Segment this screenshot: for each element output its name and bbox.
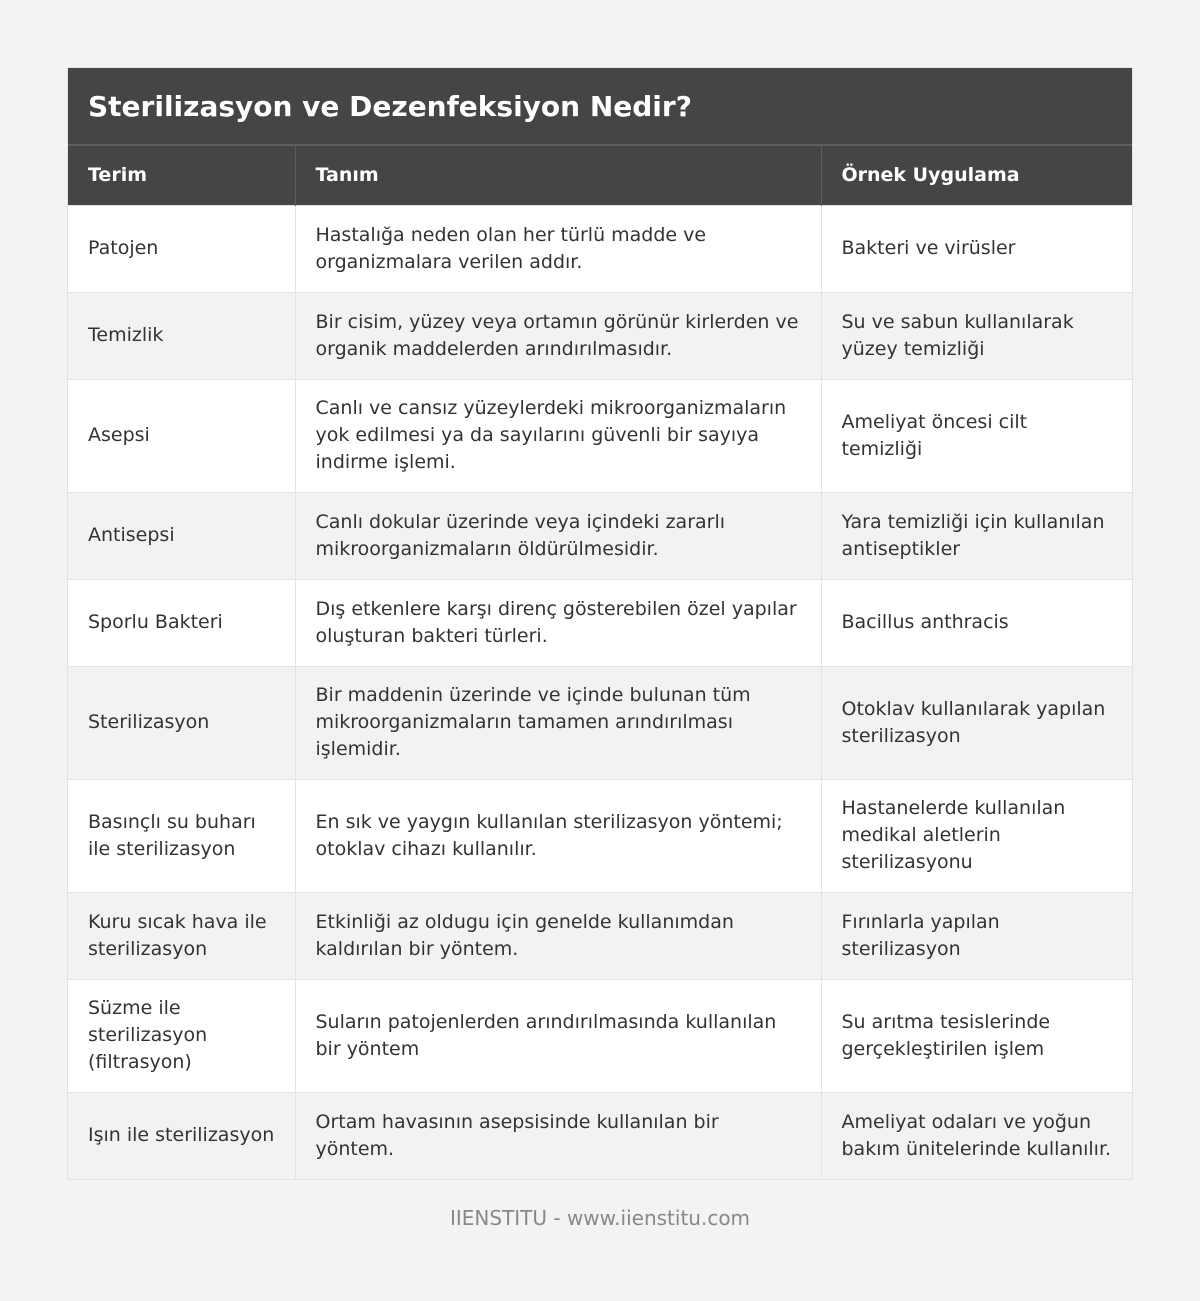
definition-cell: En sık ve yaygın kullanılan sterilizasyon yöntemi; otoklav cihazı kullanılır. <box>295 779 821 892</box>
column-header-term: Terim <box>68 145 295 205</box>
example-cell: Yara temizliği için kullanılan antiseptikler <box>821 492 1132 579</box>
term-cell: Sporlu Bakteri <box>68 579 295 666</box>
table-row <box>68 579 1132 666</box>
definition-cell: Bir maddenin üzerinde ve içinde bulunan tüm mikroorganizmaların tamamen arındırılması işlemidir. <box>295 666 821 779</box>
example-cell: Ameliyat odaları ve yoğun bakım ünitelerinde kullanılır. <box>821 1092 1132 1179</box>
example-cell: Hastanelerde kullanılan medikal aletlerin sterilizasyonu <box>821 779 1132 892</box>
example-cell: Su ve sabun kullanılarak yüzey temizliği <box>821 292 1132 379</box>
term-cell: Temizlik <box>68 292 295 379</box>
example-cell: Otoklav kullanılarak yapılan sterilizasyon <box>821 666 1132 779</box>
term-cell: Kuru sıcak hava ile sterilizasyon <box>68 892 295 979</box>
example-cell: Bacillus anthracis <box>821 579 1132 666</box>
term-cell: Işın ile sterilizasyon <box>68 1092 295 1179</box>
table-row <box>68 205 1132 292</box>
table-row <box>68 292 1132 379</box>
example-cell: Su arıtma tesislerinde gerçekleştirilen işlem <box>821 979 1132 1092</box>
table-row <box>68 892 1132 979</box>
table-row <box>68 666 1132 779</box>
example-cell: Ameliyat öncesi cilt temizliği <box>821 379 1132 492</box>
definition-cell: Ortam havasının asepsisinde kullanılan bir yöntem. <box>295 1092 821 1179</box>
term-cell: Asepsi <box>68 379 295 492</box>
example-cell: Bakteri ve virüsler <box>821 205 1132 292</box>
sterilization-table-card <box>68 68 1132 1179</box>
term-cell: Sterilizasyon <box>68 666 295 779</box>
term-cell: Süzme ile sterilizasyon (filtrasyon) <box>68 979 295 1092</box>
term-cell: Antisepsi <box>68 492 295 579</box>
definition-cell: Canlı dokular üzerinde veya içindeki zararlı mikroorganizmaların öldürülmesidir. <box>295 492 821 579</box>
definition-cell: Hastalığa neden olan her türlü madde ve organizmalara verilen addır. <box>295 205 821 292</box>
term-cell: Basınçlı su buharı ile sterilizasyon <box>68 779 295 892</box>
table-row <box>68 492 1132 579</box>
column-header-definition: Tanım <box>295 145 821 205</box>
definition-cell: Etkinliği az oldugu için genelde kullanımdan kaldırılan bir yöntem. <box>295 892 821 979</box>
definition-cell: Canlı ve cansız yüzeylerdeki mikroorganizmaların yok edilmesi ya da sayılarını güvenli bir sayıya indirme işlemi. <box>295 379 821 492</box>
definition-cell: Dış etkenlere karşı direnç gösterebilen özel yapılar oluşturan bakteri türleri. <box>295 579 821 666</box>
footer-credit: IIENSTITU - www.iienstitu.com <box>449 1206 751 1230</box>
definition-cell: Bir cisim, yüzey veya ortamın görünür kirlerden ve organik maddelerden arındırılmasıdır. <box>295 292 821 379</box>
table-row <box>68 979 1132 1092</box>
table-title: Sterilizasyon ve Dezenfeksiyon Nedir? <box>68 68 1132 144</box>
term-cell: Patojen <box>68 205 295 292</box>
table-header-row <box>68 145 1132 205</box>
table-row <box>68 379 1132 492</box>
example-cell: Fırınlarla yapılan sterilizasyon <box>821 892 1132 979</box>
table-row <box>68 1092 1132 1179</box>
terms-table <box>68 144 1132 1179</box>
table-row <box>68 779 1132 892</box>
column-header-example: Örnek Uygulama <box>821 145 1132 205</box>
definition-cell: Suların patojenlerden arındırılmasında kullanılan bir yöntem <box>295 979 821 1092</box>
